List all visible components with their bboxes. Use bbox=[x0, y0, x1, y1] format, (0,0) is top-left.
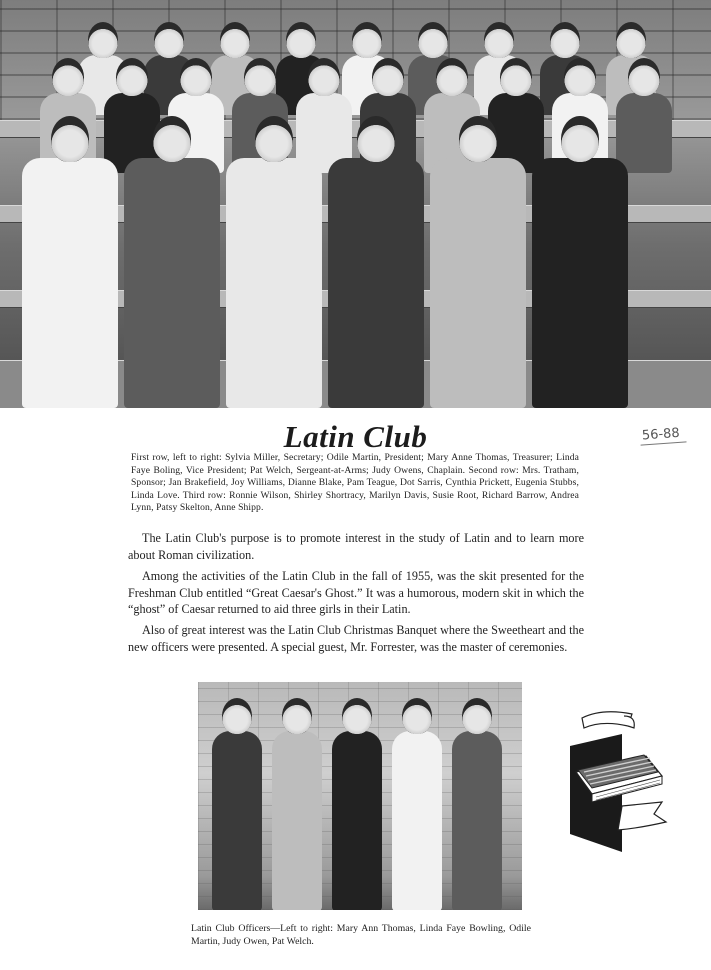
person-head bbox=[282, 698, 312, 734]
person-body bbox=[616, 93, 672, 173]
person-head bbox=[436, 58, 468, 96]
person-head bbox=[153, 116, 191, 162]
person-head bbox=[255, 116, 293, 162]
person-head bbox=[244, 58, 276, 96]
person-body bbox=[430, 158, 526, 408]
person-head bbox=[222, 698, 252, 734]
person-head bbox=[628, 58, 660, 96]
person-body bbox=[22, 158, 118, 408]
person-head bbox=[459, 116, 497, 162]
person-body bbox=[392, 731, 442, 910]
body-paragraph-activities: Among the activities of the Latin Club in the fall of 1955, was the skit presented for the Freshman Club entitled “Great Caesar's Ghost.” It was a humorous, modern skit in which the “ghost” of Caesar returned to aid three girls in their Latin. bbox=[128, 569, 584, 617]
scroll-and-book-ornament bbox=[562, 706, 674, 852]
person-head bbox=[402, 698, 432, 734]
person-head bbox=[616, 22, 646, 58]
person-head bbox=[352, 22, 382, 58]
person-head bbox=[51, 116, 89, 162]
person-body bbox=[226, 158, 322, 408]
scroll-top bbox=[582, 712, 632, 728]
person-head bbox=[308, 58, 340, 96]
person-head bbox=[500, 58, 532, 96]
handwritten-page-number: 56-88 bbox=[639, 425, 686, 445]
person-head bbox=[561, 116, 599, 162]
person-head bbox=[286, 22, 316, 58]
body-paragraph-banquet: Also of great interest was the Latin Club Christmas Banquet where the Sweetheart and the new officers were presented. A special guest, Mr. Forrester, was the master of ceremonies. bbox=[128, 623, 584, 654]
person-body bbox=[532, 158, 628, 408]
person-head bbox=[88, 22, 118, 58]
page-title: Latin Club bbox=[283, 419, 428, 454]
person-body bbox=[332, 731, 382, 910]
person-head bbox=[418, 22, 448, 58]
person-head bbox=[342, 698, 372, 734]
person-body bbox=[452, 731, 502, 910]
person-head bbox=[180, 58, 212, 96]
group-photo-caption: First row, left to right: Sylvia Miller, Secretary; Odile Martin, President; Mary Anne Thomas, Treasurer; Linda Faye Boling, Vice President; Pat Welch, Sergeant-at-Arms; Judy Owens, Chaplain. Second row: Mrs. Tratham, Sponsor; Jan Brakefield, Joy Williams, Dianne Blake, Pam Teague, Dot Sarris, Cynthia Prickett, Eugenia Stubbs, Linda Love. Third row: Ronnie Wilson, Shirley Shortracy, Marilyn Davis, Susie Root, Richard Barrow, Andrea Lynn, Patsy Skelton, Anne Shipp. bbox=[131, 452, 579, 514]
person-head bbox=[116, 58, 148, 96]
officers-photo bbox=[198, 682, 522, 910]
person-head bbox=[564, 58, 596, 96]
person-head bbox=[550, 22, 580, 58]
person-body bbox=[212, 731, 262, 910]
person-head bbox=[52, 58, 84, 96]
person-body bbox=[328, 158, 424, 408]
person-head bbox=[154, 22, 184, 58]
person-head bbox=[220, 22, 250, 58]
body-paragraph-purpose: The Latin Club's purpose is to promote interest in the study of Latin and to learn more about Roman civilization. bbox=[128, 531, 584, 562]
group-photo bbox=[0, 0, 711, 408]
officers-photo-caption: Latin Club Officers—Left to right: Mary Ann Thomas, Linda Faye Bowling, Odile Martin, Judy Owen, Pat Welch. bbox=[191, 923, 531, 947]
person-body bbox=[272, 731, 322, 910]
person-head bbox=[462, 698, 492, 734]
person-head bbox=[357, 116, 395, 162]
person-body bbox=[124, 158, 220, 408]
scroll-bottom bbox=[618, 802, 666, 830]
person-head bbox=[372, 58, 404, 96]
person-head bbox=[484, 22, 514, 58]
